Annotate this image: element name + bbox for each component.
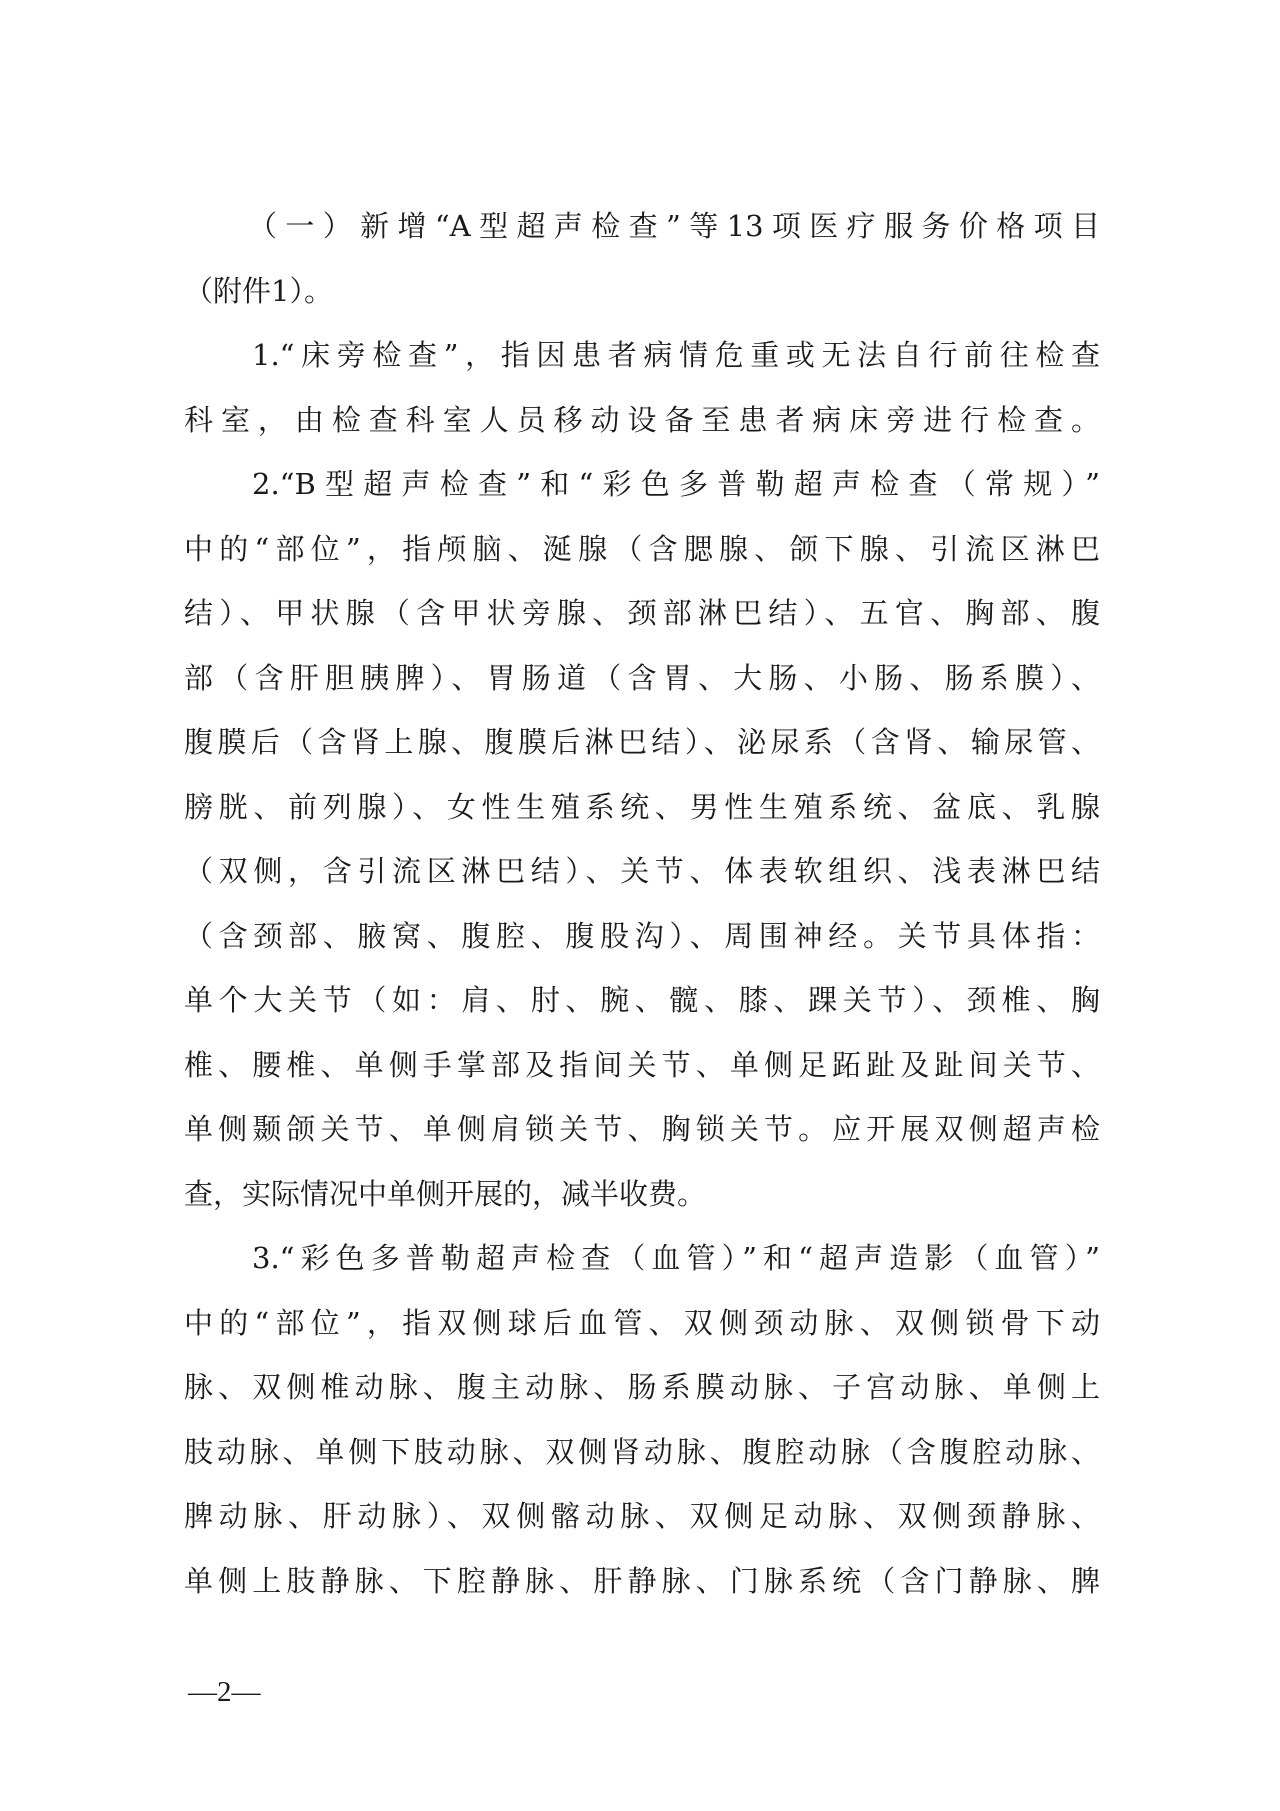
text-line: 单个大关节（如：肩、肘、腕、髋、膝、踝关节）、颈椎、胸 <box>184 983 1100 1017</box>
text-line: 中的“部位”，指颅脑、涎腺（含腮腺、颌下腺、引流区淋巴 <box>184 531 1100 566</box>
text-line: 3.“彩色多普勒超声检查（血管）”和“超声造影（血管）” <box>252 1241 1100 1275</box>
text-line: 腹膜后（含肾上腺、腹膜后淋巴结）、泌尿系（含肾、输尿管、 <box>184 725 1100 759</box>
text-line: （附件1）。 <box>184 273 333 308</box>
text-line: 结）、甲状腺（含甲状旁腺、颈部淋巴结）、五官、胸部、腹 <box>184 596 1100 630</box>
text-line: 查，实际情况中单侧开展的，减半收费。 <box>184 1176 707 1211</box>
text-line: 单侧上肢静脉、下腔静脉、肝静脉、门脉系统（含门静脉、脾 <box>184 1563 1100 1598</box>
text-line: 中的“部位”，指双侧球后血管、双侧颈动脉、双侧锁骨下动 <box>184 1305 1100 1340</box>
text-line: 肢动脉、单侧下肢动脉、双侧肾动脉、腹腔动脉（含腹腔动脉、 <box>184 1434 1100 1469</box>
text-line: 部（含肝胆胰脾）、胃肠道（含胃、大肠、小肠、肠系膜）、 <box>184 660 1100 695</box>
text-line: 2.“B型超声检查”和“彩色多普勒超声检查（常规）” <box>252 467 1100 501</box>
text-line: 单侧颞颌关节、单侧肩锁关节、胸锁关节。应开展双侧超声检 <box>184 1112 1100 1146</box>
text-line: 科室，由检查科室人员移动设备至患者病床旁进行检查。 <box>184 402 1100 437</box>
text-line: （含颈部、腋窝、腹腔、腹股沟）、周围神经。关节具体指： <box>184 918 1100 953</box>
text-line: 脾动脉、肝动脉）、双侧髂动脉、双侧足动脉、双侧颈静脉、 <box>184 1499 1100 1533</box>
text-line: 1.“床旁检查”，指因患者病情危重或无法自行前往检查 <box>252 338 1100 372</box>
text-line: 膀胱、前列腺）、女性生殖系统、男性生殖系统、盆底、乳腺 <box>184 789 1100 824</box>
document-body <box>184 194 1100 1613</box>
page-number: —2— <box>188 1676 261 1708</box>
text-line: 脉、双侧椎动脉、腹主动脉、肠系膜动脉、子宫动脉、单侧上 <box>184 1370 1100 1404</box>
text-line: 椎、腰椎、单侧手掌部及指间关节、单侧足跖趾及趾间关节、 <box>184 1047 1100 1082</box>
text-line: （一）新增“A型超声检查”等13项医疗服务价格项目 <box>248 209 1100 243</box>
text-line: （双侧，含引流区淋巴结）、关节、体表软组织、浅表淋巴结 <box>184 854 1100 888</box>
